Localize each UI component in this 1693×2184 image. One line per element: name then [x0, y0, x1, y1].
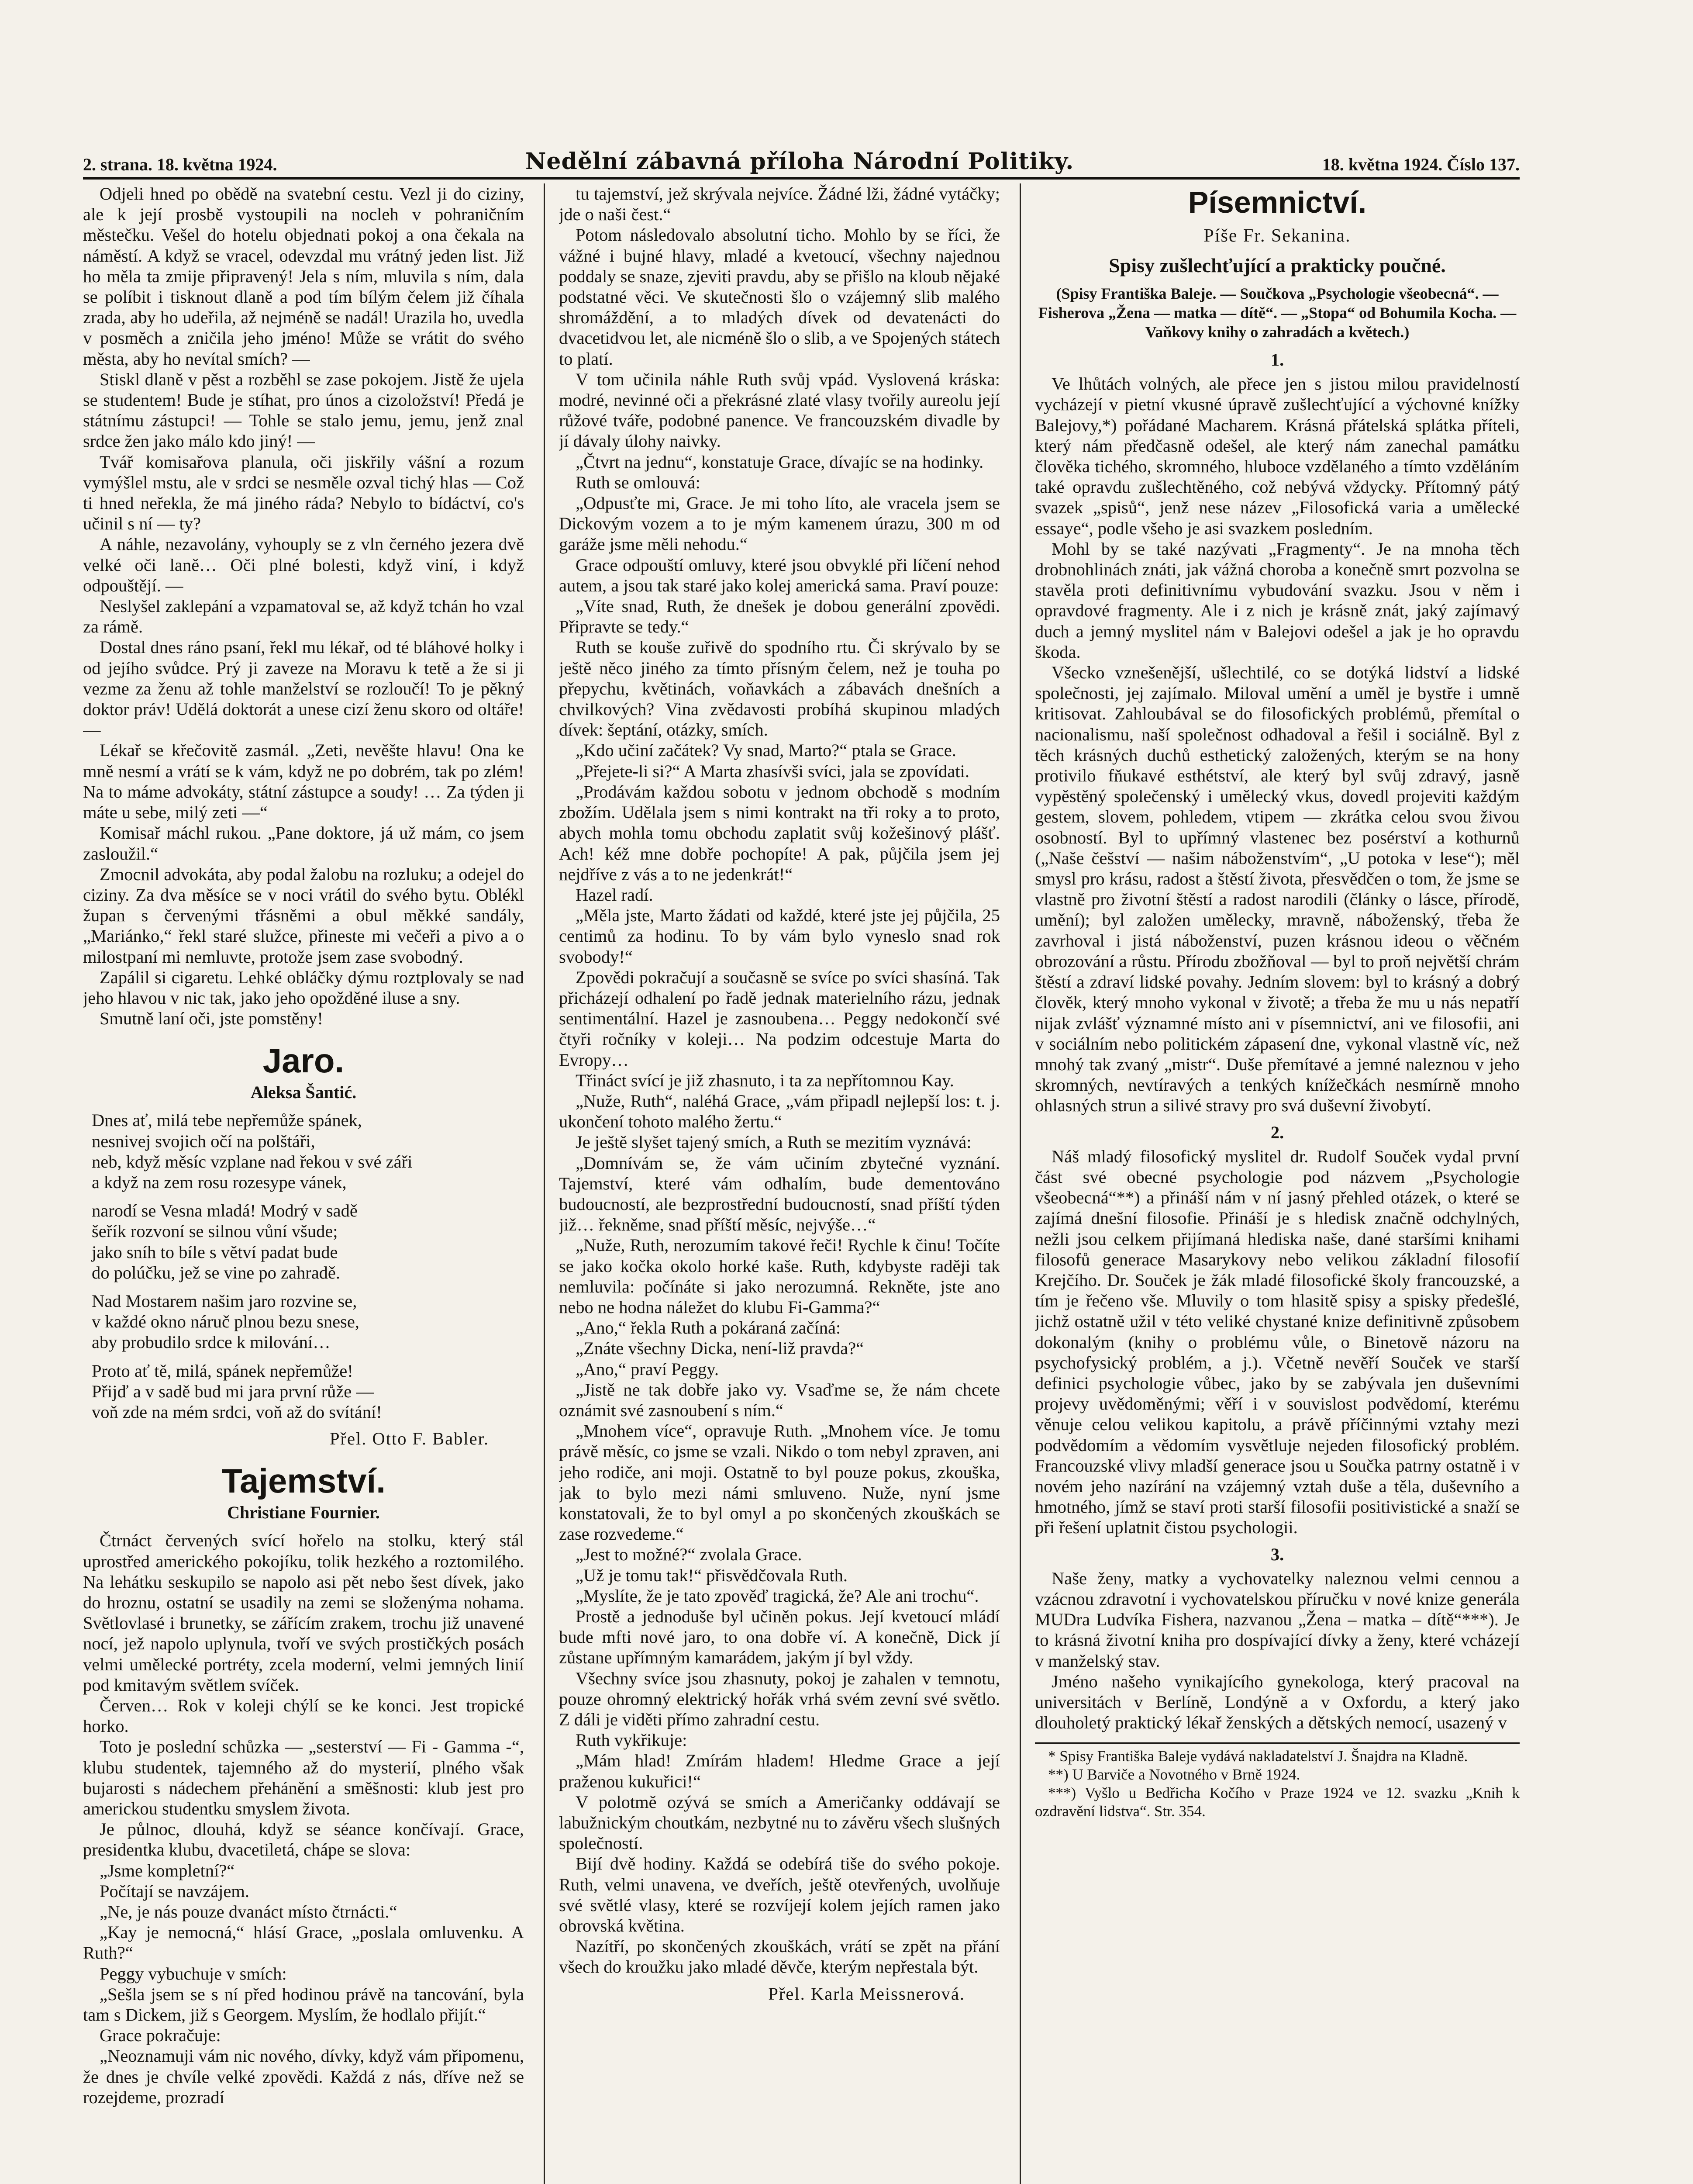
paragraph: „Odpusťte mi, Grace. Je mi toho líto, ale vracela jsem se Dickovým vozem a to je mým kamenem úrazu, 300 m od garáže jsme měli nehodu.“ [559, 493, 1000, 554]
paragraph: „Znáte všechny Dicka, není-liž pravda?“ [576, 1338, 864, 1358]
page-header [83, 144, 1520, 175]
story-title: Tajemství. [221, 1462, 386, 1500]
paragraph: Čtrnáct červených svící hořelo na stolku, který stál uprostřed amerického pokojíku, tolik hezkého a roztomilého. Na lehátku seskupilo se napolo asi pět nebo šest dívek, jako do hroznu, ostatní se usadily na zemi se složenýma nohama. Světlovlasé i brunetky, se zářícím zrakem, trochu již unavené nocí, jež napolo uplynula, tvoří ve svých prostičkých posách velmi umělecké portréty, zcela moderní, velmi jemných linií pod kmitavým světlem svíček. [83, 1531, 524, 1695]
paragraph: Náš mladý filosofický myslitel dr. Rudolf Souček vydal první část své obecné psychologie pod názvem „Psychologie všeobecná“**) a přináší nám v ní jasný přehled otázek, o které se zajímá dnešní filosofie. Přináší je s hledisk značně odchylných, nežli jsou celkem přijímaná hlediska naše, dané staršími knihami filosofů generace Masarykovy nebo velikou základní filosofií Krejčího. Dr. Souček je žák mladé filosofické školy francouzské, a tím je řečeno vše. Mluvily o tom hlasitě spisy a spisky předešlé, jichž ostatně užil v této veliké chystané knize definitivně způsobem dokonalým (knihy o problému vůle, o Binetově názoru na psychofysický problém, a j.). Včetně nevěří Souček ve starší definici psychologie vůbec, jako by se zabývala jen duševními projevy uvědoměnými; věří i v souvislost podvědomí, kterému věnuje celou velikou kapitolu, a právě příčinnými vztahy mezi podvědomím a vědomím vysvětluje nejeden filosofický problém. Francouzské vlivy mladší generace jsou u Součka patrny ostatně i v novém jeho nazírání na vzájemný vztah duše a těla, duševního a hmotného, jímž se staví proti starší filosofii positivistické a snaží se při řešení uplatnit čistou psychologii. [1035, 1146, 1520, 1538]
section-number: 3. [1270, 1544, 1284, 1564]
paragraph: Bijí dvě hodiny. Každá se odebírá tiše do svého pokoje. Ruth, velmi unavena, ve dveřích, ještě otevřených, uvolňuje své světlé vlasy, které se rozvíjejí kolem jejích ramen jako obrovská květina. [559, 1854, 1000, 1936]
header-left: 2. strana. 18. května 1924. [83, 155, 277, 174]
poem-line: Přijď a v sadě bud mi jara první růže — [92, 1381, 374, 1401]
footnotes [1035, 1742, 1520, 1821]
paragraph: Třináct svící je již zhasnuto, i ta za nepřítomnou Kay. [576, 1070, 954, 1090]
poem-line: v každé okno náruč plnou bezu snese, [92, 1312, 359, 1332]
paragraph: Červen… Rok v koleji chýlí se ke konci. Jest tropické horko. [83, 1696, 524, 1736]
story-author: Christiane Fournier. [227, 1503, 380, 1523]
paragraph: tu tajemství, jež skrývala nejvíce. Žádné lži, žádné vytáčky; jde o naši čest.“ [559, 184, 1000, 225]
poem-body [83, 1110, 524, 1422]
section-number: 1. [1270, 350, 1284, 370]
paragraph: Ruth se omlouvá: [576, 472, 700, 492]
paragraph: „Mám hlad! Zmírám hladem! Hledme Grace a její praženou kukuřici!“ [559, 1751, 1000, 1791]
paragraph: V polotmě ozývá se smích a Američanky oddávají se labužnickým choutkám, nezbytné nu to závěru všech slušných společností. [559, 1792, 1000, 1853]
paragraph: Nazítří, po skončených zkouškách, vrátí se zpět na přání všech do kroužku jako mladé děvče, kterým nepřestala být. [559, 1936, 1000, 1977]
paragraph: Ruth se kouše zuřivě do spodního rtu. Či skrývalo by se ještě něco jiného za tímto přísným čelem, než je touha po přepychu, květinách, voňavkách a zábavách dnešních a chvilkových? Vina zvědavosti probíhá skupinou mladých dívek: šeptání, otázky, smích. [559, 637, 1000, 740]
story-translator: Přel. Karla Meissnerová. [768, 1984, 965, 2004]
paragraph: Všecko vznešenější, ušlechtilé, co se dotýká lidství a lidské společnosti, jej zajímalo. Miloval umění a uměl je bystře i umně kritisovat. Zahloubával se do filosofických problémů, přemítal o nacionalismu, naší společnost odhadoval a řešil i sociálně. Byl z těch krásných duchů esthetický založených, kterým se na hony protivilo fňukavé esthétství, ale který byl svůj zdravý, jasně vypěstěný společenský i umělecký vkus, dovedl projeviti každým gestem, slovem, pohledem, vtipem — zkrátka celou svou živou osobností. Byl to upřímný vlastenec bez posérství a kothurnů („Naše češství — našim náboženstvím“, „U potoka v lese“); měl smysl pro krásu, radost a štěstí života, přesvědčen o tom, že jsme se vlastně pro životní štěstí a radost narodili (články o lásce, přírodě, umění); byl založen umělecky, mravně, náboženský, třeba že zavrhoval i jistá náboženství, puzen krásnou ideou o věčném obrozování a růstu. Přírodu zbožňoval — byl to proň největší chrám štěstí a zdraví lidské povahy. Jedním slovem: byl to krásný a dobrý člověk, který mnoho vykonal v životě; a třeba že mu u nás nepatří nijak zvlášť významné místo ani v písemnictví, ani ve filosofii, ani v sociálním nebo politickém zápasení dne, vykonal vlastně víc, než mnohý tak zvaný „mistr“. Duše přemítavé a jemné naleznou v jeho skromných, nevtíravých a tenkých knížečkách nesmírně mnoho ohlasných strun a silivé stravy pro svá duševní živobytí. [1035, 663, 1520, 1116]
paragraph: „Už je tomu tak!“ přisvědčovala Ruth. [576, 1565, 848, 1585]
paragraph: Stiskl dlaně v pěst a rozběhl se zase pokojem. Jistě že ujela se studentem! Bude je stíhat, pro únos a cizoložství! Předá je státnímu zástupci! — Tohle se stalo jemu, jemu, jenž znal srdce žen jako málo kdo jiný! — [83, 369, 524, 451]
section-author: Píše Fr. Sekanina. [1203, 226, 1351, 246]
paragraph: Grace pokračuje: [100, 2025, 221, 2046]
poem-line: Nad Mostarem našim jaro rozvine se, [92, 1291, 357, 1311]
paragraph: „Ano,“ řekla Ruth a pokáraná začíná: [576, 1318, 841, 1338]
column-2 [559, 183, 1000, 2184]
paragraph: Je ještě slyšet tajený smích, a Ruth se mezitím vyznává: [576, 1132, 972, 1152]
paragraph: Grace odpouští omluvy, které jsou obvyklé při líčení nehod autem, a jsou tak staré jako kolej americká sama. Praví pouze: [559, 555, 1000, 595]
column-3 [1035, 183, 1520, 2184]
column-1 [83, 183, 524, 2184]
paragraph: Jméno našeho vynikajícího gynekologa, který pracoval na universitách v Berlíně, Londýně a v Oxfordu, a který jako dlouholetý praktický lékař ženských a dětských nemocí, usazený v [1035, 1671, 1520, 1733]
paragraph: Ruth vykřikuje: [576, 1730, 687, 1750]
paragraph: Ve lhůtách volných, ale přece jen s jistou milou pravidelností vycházejí v pietní vkusné úpravě zušlechťující a výchovné knížky Balejovy,*) pořádané Macharem. Krásná přátelská splátka příteli, který nám předčasně odešel, ale který nám zanechal památku člověka tichého, skromného, hluboce vzdělaného a tímto vzděláním také opravdu zušlechtěného, což nebývá vždycky. Přítomný pátý svazek „spisů“, jenž nese název „Filosofická varia a umělecké essaye“, podle všeho je asi svazkem posledním. [1035, 374, 1520, 538]
paragraph: Neslyšel zaklepání a vzpamatoval se, až když tchán ho vzal za rámě. [83, 596, 524, 637]
paragraph: „Prodávám každou sobotu v jednom obchodě s modním zbožím. Udělala jsem s nimi kontrakt na tři roky a to proto, abych mohla tomu obchodu zaplatit svůj kožešinový plášť. Ach! kéž mne dobře pochopíte! A pak, půjčila jsem jej nejdříve z vás a to ne jedenkrát!“ [559, 781, 1000, 884]
poem-line: a když na zem rosu rozesype vánek, [92, 1172, 347, 1192]
poem-line: šeřík rozvoní se silnou vůní všude; [92, 1221, 338, 1241]
header-title: Nedělní zábavná příloha Národní Politiky. [525, 148, 1074, 175]
poem-line: narodí se Vesna mladá! Modrý v sadě [92, 1201, 358, 1221]
paragraph: Hazel radí. [576, 885, 653, 905]
story-body [83, 1530, 524, 2108]
poem-line: do polúčku, jež se vine po zahradě. [92, 1262, 341, 1282]
paragraph: Potom následovalo absolutní ticho. Mohlo by se říci, že vážné i bujné hlavy, mladé a kvetoucí, všechny najednou poddaly se snaze, zjeviti pravdu, aby se přišlo na kloub nějaké podstatné věci. Ve skutečnosti šlo o vzájemný slib malého shromáždění, a to mladých dívek od devatenácti do dvacetidvou let, ale nicméně šlo o slib, a ve Spojených státech to platí. [559, 225, 1000, 369]
paragraph: „Jest to možné?“ zvolala Grace. [576, 1545, 802, 1565]
paragraph: „Kay je nemocná,“ hlásí Grace, „poslala omluvenku. A Ruth?“ [83, 1922, 524, 1963]
paragraph: Tvář komisařova planula, oči jiskřily vášní a rozum vymýšlel mstu, ale v srdci se nesměle ozval tichý hlas — Což ti hned neřekla, že má jiného ráda? Nebylo to bídáctví, co's učinil s ní — ty? [83, 452, 524, 534]
paragraph: „Neoznamuji vám nic nového, dívky, když vám připomenu, že dnes je chvíle velké zpovědi. Každá z nás, dříve než se rozejdeme, prozradí [83, 2046, 524, 2107]
footnote: * Spisy Františka Baleje vydává nakladatelství J. Šnajdra na Kladně. [1048, 1748, 1468, 1765]
stanza-gap [92, 1192, 524, 1200]
paragraph: „Jsme kompletní?“ [100, 1860, 235, 1880]
poem-title: Jaro. [262, 1041, 345, 1080]
poem-line: aby probudilo srdce k milování… [92, 1332, 331, 1352]
column-divider-1 [544, 183, 545, 2184]
paragraph: Lékař se křečovitě zasmál. „Zeti, nevěšte hlavu! Ona ke mně nesmí a vrátí se k vám, když ne po dobrém, tak po zlém! Na to máme advokáty, státní zástupce a soudy! … Za týden ji máte u sebe, milý zeti —“ [83, 740, 524, 822]
paragraph: „Víte snad, Ruth, že dnešek je dobou generální zpovědi. Připravte se tedy.“ [559, 596, 1000, 637]
paragraph: Naše ženy, matky a vychovatelky naleznou velmi cennou a vzácnou zdravotní i vychovatelskou příručku v nové knize generála MUDra Ludvíka Fishera, nazvanou „Žena – matka – dítě“***). Je to krásná životní kniha pro dospívající dívky a ženy, které vcházejí v manželský stav. [1035, 1568, 1520, 1671]
section-contents-note: (Spisy Františka Baleje. — Součkova „Psychologie všeobecná“. — Fisherova „Žena — matka — dítě“. — „Stopa“ od Bohumila Kocha. — Vaňkovy knihy o zahradách a květech.) [1038, 285, 1517, 341]
footnote: ***) Vyšlo u Bedřicha Kočího v Praze 1924 ve 12. svazku „Knih k ozdravění lidstva“. Str. 354. [1035, 1784, 1520, 1820]
paragraph: A náhle, nezavolány, vyhouply se z vln černého jezera dvě velké oči laně… Oči plné bolesti, když viní, i když odpouštějí. — [83, 534, 524, 595]
paragraph: Zpovědi pokračují a současně se svíce po svíci shasíná. Tak přicházejí odhalení po řadě jednak materielního rázu, jednak sentimentální. Hazel je zasnoubena… Peggy nedokončí své čtyři ročníky v koleji… Na podzim odcestuje Marta do Evropy… [559, 967, 1000, 1070]
paragraph: „Ne, je nás pouze dvanáct místo čtrnácti.“ [100, 1902, 397, 1922]
paragraph: Mohl by se také nazývati „Fragmenty“. Je na mnoha těch drobnohlinách znáti, jak vážná choroba a konečně smrt pozvolna se stavěla proti definitivnímu vybudování svazku. Jsou v něm i opravdové fragmenty. Ale i z nich je krásně znát, jaký zajímavý duch a jemný myslitel nám v Balejovi odešel a jak je ho opravdu škoda. [1035, 539, 1520, 662]
paragraph: Toto je poslední schůzka — „sesterství — Fi - Gamma -“, klubu studentek, tajemného až do mysterií, plného však bujarosti s nádechem přehánění a směšnosti: klub jest pro americkou studentku smyslem života. [83, 1737, 524, 1819]
paragraph: Zapálil si cigaretu. Lehké obláčky dýmu roztplovaly se nad jeho hlavou v nic tak, jako jeho opožděné iluse a sny. [83, 967, 524, 1008]
section-title: Písemnictví. [1188, 185, 1367, 219]
column-divider-2 [1020, 183, 1021, 2184]
paragraph: „Mnohem více“, opravuje Ruth. „Mnohem více. Je tomu právě měsíc, co jsme se vzali. Nikdo o tom nebyl zpraven, ani jeho rodiče, ani moji. Ostatně to byl pouze pokus, zkouška, jak to bylo mezi námi smluveno. Nuže, nyní jsme konstatovali, že to byl omyl a po skončených zkouškách se zase rozvedeme.“ [559, 1421, 1000, 1544]
paragraph: Odjeli hned po obědě na svatební cestu. Vezl ji do ciziny, ale k její prosbě vystoupili na nocleh v pohraničním městečku. Vešel do hotelu objednati pokoj a ona čekala na náměstí. A když se vracel, odevzdal mu vrátný jeden list. Již ho měla ta zmije připravený! Jela s ním, mluvila s ním, dala se políbit i tisknout dlaně a pod tím bílým čelem již číhala zrada, aby ho udeřila, až nejméně se nadál! Urazila ho, uvedla v posměch a zničila jeho jméno! Může se vrátit do svého města, aby ho nevítal smích? — [83, 184, 524, 369]
paragraph: Dostal dnes ráno psaní, řekl mu lékař, od té bláhové holky i od jejího svůdce. Prý ji zaveze na Moravu k tetě a že si ji vezme za ženu až tohle manželství se rozloučí! To je pěkný doktor práv! Udělá doktorát a unese cizí ženu skoro od oltáře! — [83, 637, 524, 740]
paragraph: „Nuže, Ruth“, naléhá Grace, „vám připadl nejlepší los: t. j. ukončení tohoto malého žertu.“ [559, 1091, 1000, 1132]
poem-author: Aleksa Šantić. [250, 1082, 357, 1102]
paragraph: Peggy vybuchuje v smích: [100, 1963, 287, 1984]
header-rule [83, 177, 1520, 180]
footnote: **) U Barviče a Novotného v Brně 1924. [1048, 1766, 1300, 1783]
paragraph: „Kdo učiní začátek? Vy snad, Marto?“ ptala se Grace. [576, 740, 956, 760]
story-ending [83, 183, 524, 1029]
paragraph: „Jistě ne tak dobře jako vy. Vsaďme se, že nám chcete oznámit své zasnoubení s ním.“ [559, 1379, 1000, 1420]
paragraph: Všechny svíce jsou zhasnuty, pokoj je zahalen v temnotu, pouze ohromný elektrický hořák vrhá svém zevní své světlo. Z dáli je viděti přímo zahradní cestu. [559, 1668, 1000, 1730]
poem-line: Dnes ať, milá tebe nepřemůže spánek, [92, 1110, 362, 1130]
poem-line: voň zde na mém srdci, voň až do svítání! [92, 1402, 382, 1422]
paragraph: „Sešla jsem se s ní před hodinou právě na tancování, byla tam s Dickem, již s Georgem. Myslím, že hodlalo přijít.“ [83, 1984, 524, 2025]
poem-translator: Přel. Otto F. Babler. [330, 1429, 489, 1449]
paragraph: „Domnívám se, že vám učiním zbytečné vyznání. Tajemství, které vám odhalím, bude dementováno budoucností, ale bezprostřední budoucností, snad příští týden již… řekněme, snad příští měsíc, nejvýše…“ [559, 1153, 1000, 1235]
paragraph: „Nuže, Ruth, nerozumím takové řeči! Rychle k činu! Točíte se jako kočka okolo horké kaše. Ruth, kdybyste raději tak nemluvila: počínáte si jako nerozumná. Rekněte, jste ano nebo ne hodna náležet do klubu Fi-Gamma?“ [559, 1235, 1000, 1317]
paragraph: Prostě a jednoduše byl učiněn pokus. Její kvetoucí mládí bude mfti nové jaro, to ona dobře ví. A konečně, Dick jí zůstane upřímným kamarádem, jakým jí byl vždy. [559, 1607, 1000, 1668]
paragraph: Je půlnoc, dlouhá, když se séance končívají. Grace, presidentka klubu, dvacetiletá, chápe se slova: [83, 1819, 524, 1860]
poem-line: Proto ať tě, milá, spánek nepřemůže! [92, 1361, 353, 1381]
paragraph: „Přejete-li si?“ A Marta zhasívši svíci, jala se zpovídati. [576, 761, 969, 781]
poem-line: nesnivej svojich očí na polštáři, [92, 1131, 315, 1151]
paragraph: „Myslíte, že je tato zpověď tragická, že? Ale ani trochu“. [576, 1586, 979, 1606]
stanza-gap [92, 1283, 524, 1291]
paragraph: Počítají se navzájem. [100, 1881, 250, 1901]
stanza-gap [92, 1353, 524, 1361]
section-number: 2. [1270, 1122, 1284, 1142]
paragraph: Komisař máchl rukou. „Pane doktore, já už mám, co jsem zasloužil.“ [83, 823, 524, 864]
header-right: 18. května 1924. Číslo 137. [1322, 155, 1520, 174]
poem-line: jako sníh to bíle s větví padat bude [92, 1242, 338, 1262]
paragraph: V tom učinila náhle Ruth svůj vpád. Vyslovená kráska: modré, nevinné oči a překrásné zlaté vlasy tvořily aureolu její růžové tváře, podobné panence. Ve francouzském divadle by jí dávaly úlohy naivky. [559, 369, 1000, 451]
poem-line: neb, když měsíc vzplane nad řekou v své záři [92, 1151, 413, 1171]
paragraph: Smutně laní oči, jste pomstěny! [100, 1009, 323, 1029]
paragraph: „Měla jste, Marto žádati od každé, které jste jej půjčila, 25 centimů za hodinu. To by vám bylo vyneslo snad rok svobody!“ [559, 905, 1000, 967]
paragraph: „Čtvrt na jednu“, konstatuje Grace, dívajíc se na hodinky. [576, 452, 984, 472]
section-subhead: Spisy zušlechťující a prakticky poučné. [1109, 254, 1446, 276]
paragraph: „Ano,“ praví Peggy. [576, 1359, 719, 1379]
paragraph: Zmocnil advokáta, aby podal žalobu na rozluku; a odejel do ciziny. Za dva měsíce se v noci vrátil do svého bytu. Oblékl župan s červenými třásněmi a obul měkké sandály, „Mariánko,“ řekl staré služce, přineste mi večeři a pivo a o milostpaní mi nemluvte, protože jsem zase svobodný. [83, 864, 524, 967]
